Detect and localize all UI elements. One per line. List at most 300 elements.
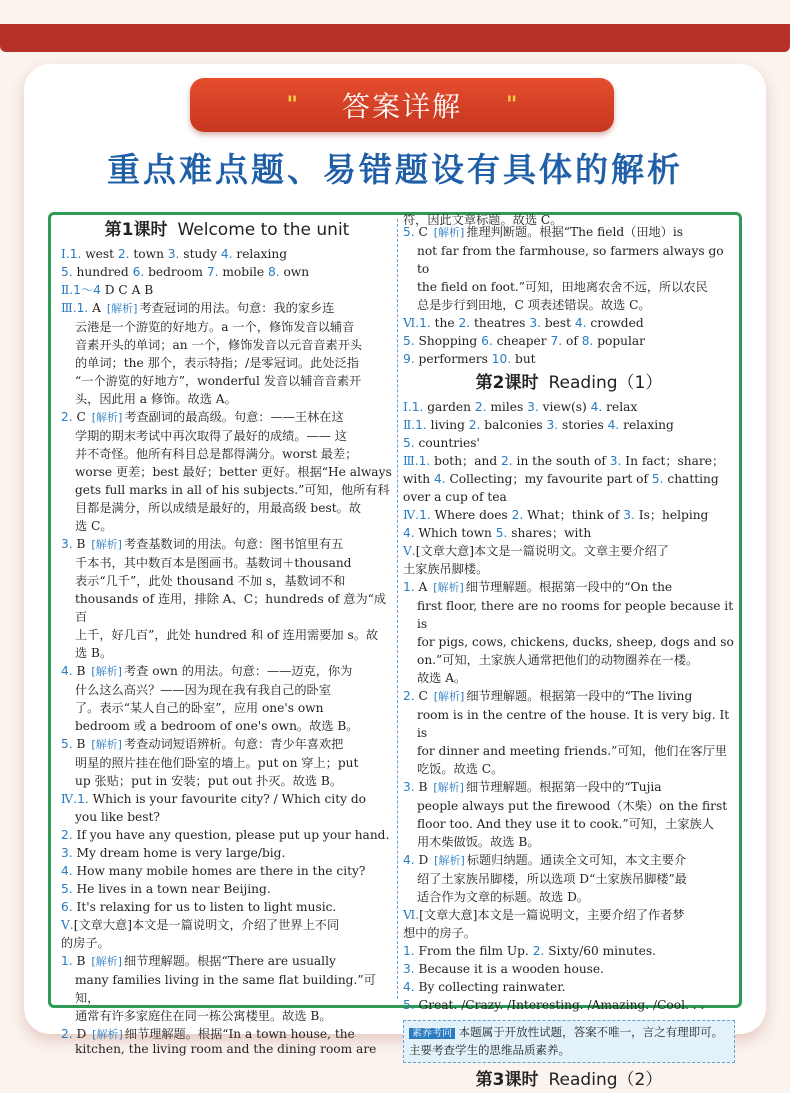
answer-text: [文章大意]本文是一篇说明文，主要介绍了作者梦: [419, 908, 685, 922]
answer-line: [403, 242, 735, 278]
item-number: 2.: [468, 418, 481, 432]
answer-text: 考查副词的最高级。句意：——王林在这: [124, 410, 344, 424]
answer-text: 细节理解题。根据“There are usually: [123, 954, 336, 968]
item-number: Ⅳ.: [403, 508, 420, 522]
answer-text: 头，因此用 a 修饰。故选 A。: [75, 392, 237, 406]
answer-text: countries': [414, 436, 480, 450]
answer-line: [61, 934, 393, 952]
answer-text: the: [430, 316, 459, 330]
item-number: 1.: [419, 316, 431, 330]
answer-line: [403, 524, 735, 542]
answer-text: 通常有许多家庭住在同一栋公寓楼里。故选 B。: [75, 1009, 332, 1023]
item-number: Ⅲ.: [403, 454, 419, 468]
answer-line: [403, 560, 735, 578]
literacy-note-box: [403, 1020, 735, 1063]
item-number: 5.: [651, 472, 664, 486]
answer-line: [61, 916, 393, 934]
answer-line: [403, 706, 735, 742]
item-number: Ⅴ.: [403, 544, 416, 558]
answer-text: 细节理解题。根据“In a town house, the: [124, 1027, 355, 1041]
answer-text: My dream home is very large/big.: [72, 846, 286, 860]
answer-line: [403, 760, 735, 778]
answer-line: [61, 644, 393, 662]
answer-text: Which town: [414, 526, 496, 540]
answer-text: Sixty/60 minutes.: [544, 944, 656, 958]
answer-line: [61, 1007, 393, 1025]
answer-text: [文章大意]本文是一篇说明文，介绍了世界上不同: [73, 918, 340, 932]
right-column: [403, 213, 735, 1090]
item-number: 7.: [206, 265, 219, 279]
item-number: 1.: [418, 454, 431, 468]
answer-text: living: [426, 418, 469, 432]
analysis-tag: [解析]: [433, 690, 465, 703]
answer-text: What；think of: [523, 508, 624, 522]
item-number: 3.: [167, 247, 180, 261]
answer-text: 细节理解题。根据第一段中的“Tujia: [465, 780, 662, 794]
answer-text: [文章大意]本文是一篇说明文。文章主要介绍了: [415, 544, 669, 558]
lesson-1-subtitle: Welcome to the unit: [177, 220, 350, 240]
item-number: 3.: [623, 508, 635, 522]
item-number: 3.: [403, 780, 415, 794]
answer-line: [403, 996, 735, 1014]
item-number: 1.: [415, 418, 427, 432]
answer-line: [61, 971, 393, 1007]
lesson-2-title: 第2课时: [475, 373, 539, 393]
item-number: Ⅴ.: [61, 918, 74, 932]
item-number: 1～4: [73, 283, 101, 297]
answer-text: 的房子。: [61, 936, 110, 950]
answer-text: 学期的期末考试中再次取得了最好的成绩。—— 这: [75, 429, 347, 443]
right-answer-lines-a: [403, 223, 735, 368]
answer-text: gets full marks in all of his subjects.”可知，他所有科: [75, 483, 390, 497]
answer-line: [61, 808, 393, 826]
answer-text: for pigs, cows, chickens, ducks, sheep, dogs and so: [417, 635, 734, 649]
analysis-tag: [解析]: [91, 738, 122, 751]
item-number: 8.: [267, 265, 280, 279]
answer-line: [403, 797, 735, 815]
answer-text: A: [88, 301, 105, 315]
item-number: Ⅲ.: [61, 301, 77, 315]
left-column: [61, 215, 393, 1056]
answer-line: [61, 372, 393, 390]
answer-text: first floor, there are no rooms for people because it is: [417, 599, 734, 631]
answer-text: It's relaxing for us to listen to light music.: [72, 900, 337, 914]
answer-line: [61, 408, 393, 427]
answer-line: [61, 662, 393, 681]
answer-text: If you have any question, please put up your hand.: [72, 828, 390, 842]
answer-line: [61, 772, 393, 790]
answer-line: [403, 542, 735, 560]
answer-text: Where does: [430, 508, 512, 522]
answer-line: [403, 778, 735, 797]
answer-text: worse 更差；best 最好；better 更好。根据“He always: [75, 465, 392, 479]
item-number: 3.: [529, 316, 541, 330]
item-number: 3.: [609, 454, 622, 468]
analysis-tag: [解析]: [433, 581, 464, 594]
note-text: 本题属于开放性试题，答案不唯一，言之有理即可。主要考查学生的思维品质素养。: [409, 1025, 724, 1057]
answer-text: miles: [486, 400, 528, 414]
quote-mark-left: ": [286, 92, 298, 118]
answer-text: 总是步行到田地，C 项表述错误。故选 C。: [417, 298, 651, 312]
answer-line: [403, 815, 735, 833]
answer-line: [61, 735, 393, 754]
answer-line: [403, 296, 735, 314]
answer-text: Collecting；my favourite part of: [445, 472, 652, 486]
item-number: 9.: [403, 352, 415, 366]
answer-text: over a cup of tea: [403, 490, 507, 504]
answer-text: 的单词；the 那个，表示特指；/是零冠词。此处泛指: [75, 356, 359, 370]
analysis-tag: [解析]: [91, 411, 123, 424]
answer-text: C: [414, 689, 432, 703]
answer-line: [61, 681, 393, 699]
item-number: 5.: [403, 334, 415, 348]
item-number: 4.: [590, 400, 603, 414]
answer-text: Great. /Crazy. /Interesting. /Amazing. /Cool. . .: [414, 998, 705, 1012]
column-divider: [397, 219, 398, 999]
answer-text: for dinner and meeting friends.”可知，他们在客厅里: [417, 744, 728, 758]
answer-line: [61, 952, 393, 971]
answer-line: [61, 281, 393, 299]
answer-text: By collecting rainwater.: [414, 980, 566, 994]
analysis-tag: [解析]: [91, 538, 122, 551]
answer-line: [61, 499, 393, 517]
item-number: 4.: [220, 247, 233, 261]
item-number: 1.: [419, 508, 431, 522]
answer-text: in the south of: [512, 454, 610, 468]
answer-text: theatres: [470, 316, 530, 330]
item-number: 4.: [61, 664, 73, 678]
item-number: 5.: [403, 998, 415, 1012]
answer-line: [61, 754, 393, 772]
answer-text: floor too. And they use it to cook.”可知，土家族人: [417, 817, 714, 831]
item-number: 1.: [69, 247, 82, 261]
item-number: 4.: [61, 864, 73, 878]
answer-text: bedroom 或 a bedroom of one's own。故选 B。: [75, 719, 359, 733]
analysis-tag: [解析]: [433, 781, 464, 794]
answer-text: C: [72, 410, 90, 424]
item-number: 1.: [411, 400, 424, 414]
item-number: 1.: [403, 580, 415, 594]
answer-text: 土家族吊脚楼。: [403, 562, 489, 576]
item-number: 2.: [458, 316, 471, 330]
section-title-pill: [190, 78, 614, 132]
answer-text: relaxing: [619, 418, 674, 432]
answer-text: 考查冠词的用法。句意：我的家乡连: [139, 301, 335, 315]
answer-text: 用木柴做饭。故选 B。: [417, 835, 540, 849]
answer-text: bedroom: [144, 265, 207, 279]
answer-text: B: [72, 737, 90, 751]
answer-sheet-frame: [48, 212, 742, 1090]
answer-text: west: [81, 247, 118, 261]
answer-line: [403, 314, 735, 332]
answer-text: B: [72, 954, 90, 968]
lesson-3-subtitle: Reading（2）: [548, 1070, 663, 1090]
item-number: 3.: [403, 962, 415, 976]
item-number: 2.: [117, 247, 130, 261]
answer-text: popular: [593, 334, 646, 348]
item-number: Ⅱ.: [61, 283, 74, 297]
answer-line: [61, 336, 393, 354]
answer-text: garden: [423, 400, 475, 414]
answer-text: D: [414, 853, 433, 867]
answer-text: stories: [558, 418, 608, 432]
lesson-3-title: 第3课时: [475, 1070, 539, 1090]
answer-line: [403, 398, 735, 416]
answer-line: [403, 488, 735, 506]
item-number: 3.: [61, 846, 73, 860]
answer-text: not far from the farmhouse, so farmers always go to: [417, 244, 724, 276]
answer-line: [403, 833, 735, 851]
item-number: 2.: [501, 454, 513, 468]
answer-text: 故选 A。: [417, 671, 467, 685]
answer-text: relax: [602, 400, 638, 414]
item-number: 5.: [61, 737, 73, 751]
answer-line: [61, 790, 393, 808]
item-number: 4.: [433, 472, 446, 486]
answer-text: best: [540, 316, 575, 330]
answer-line: [61, 263, 393, 281]
answer-line: [61, 626, 393, 644]
answer-line: [403, 434, 735, 452]
answer-text: 了。表示“某人自己的卧室”，应用 one's own: [75, 701, 324, 715]
item-number: 2.: [511, 508, 524, 522]
answer-line: [403, 888, 735, 906]
answer-text: own: [279, 265, 310, 279]
answer-text: 目都是满分，所以成绩是最好的，用最高级 best。故: [75, 501, 361, 515]
answer-text: balconies: [480, 418, 547, 432]
answer-text: 考查动词短语辨析。句意：青少年喜欢把: [123, 737, 344, 751]
answer-line: [61, 390, 393, 408]
left-answer-lines: [61, 245, 393, 1056]
answer-line: [403, 578, 735, 597]
answer-line: [403, 687, 735, 706]
top-banner-bar: [0, 24, 790, 52]
answer-line: [403, 942, 735, 960]
answer-text: 上千，好几百”，此处 hundred 和 of 连用需要加 s。故: [75, 628, 379, 642]
item-number: 4.: [403, 853, 415, 867]
answer-text: 选 B。: [75, 646, 113, 660]
item-number: 6.: [481, 334, 493, 348]
answer-text: mobile: [218, 265, 268, 279]
item-number: 3.: [546, 418, 559, 432]
item-number: 1.: [77, 792, 89, 806]
answer-text: 什么这么高兴？——因为现在我有我自己的卧室: [75, 683, 331, 697]
item-number: 3.: [61, 537, 73, 551]
item-number: 5.: [61, 265, 73, 279]
answer-text: view(s): [538, 400, 591, 414]
answer-line: [403, 350, 735, 368]
answer-text: 考查基数词的用法。句意：图书馆里有五: [123, 537, 344, 551]
answer-text: 适合作为文章的标题。故选 D。: [417, 890, 590, 904]
answer-text: shares；with: [507, 526, 592, 540]
answer-text: He lives in a town near Beijing.: [72, 882, 271, 896]
answer-line: [403, 960, 735, 978]
answer-line: [403, 470, 735, 488]
answer-line: [61, 427, 393, 445]
answer-text: 考查 own 的用法。句意：——迈克，你为: [123, 664, 353, 678]
item-number: 2.: [403, 689, 415, 703]
analysis-tag: [解析]: [91, 665, 122, 678]
lesson-2-heading: [403, 370, 735, 396]
item-number: 2.: [61, 828, 73, 842]
answer-text: of: [562, 334, 582, 348]
item-number: 2.: [61, 1027, 73, 1041]
item-number: Ⅰ.: [61, 247, 70, 261]
answer-text: the field on foot.”可知，田地离农舍不远，所以农民: [417, 280, 708, 294]
answer-text: many families living in the same flat building.”可知，: [75, 973, 376, 1005]
answer-text: 云港是一个游览的好地方。a 一个，修饰发音以辅音: [75, 320, 355, 334]
item-number: Ⅵ.: [403, 316, 420, 330]
answer-text: kitchen, the living room and the dining room are: [75, 1042, 377, 1056]
item-number: 1.: [76, 301, 89, 315]
answer-text: hundred: [72, 265, 133, 279]
analysis-tag: [解析]: [434, 854, 465, 867]
item-number: 5.: [61, 882, 73, 896]
lesson-3-heading: [403, 1067, 735, 1093]
item-number: 4.: [607, 418, 620, 432]
answer-line: [61, 590, 393, 626]
item-number: Ⅳ.: [61, 792, 78, 806]
answer-text: Shopping: [414, 334, 482, 348]
answer-text: B: [414, 780, 432, 794]
answer-text: From the film Up.: [414, 944, 533, 958]
answer-text: town: [129, 247, 168, 261]
item-number: 3.: [527, 400, 539, 414]
analysis-tag: [解析]: [433, 226, 465, 239]
answer-line: [61, 463, 393, 481]
lesson-1-title: 第1课时: [104, 220, 168, 240]
answer-text: 细节理解题。根据第一段中的“On the: [465, 580, 673, 594]
answer-text: A: [414, 580, 432, 594]
answer-text: you like best?: [75, 810, 160, 824]
answer-line: [61, 535, 393, 554]
lesson-2-subtitle: Reading（1）: [548, 373, 663, 393]
note-label: 素养考向: [409, 1028, 455, 1039]
item-number: 7.: [550, 334, 563, 348]
item-number: 5.: [403, 436, 415, 450]
answer-text: 绍了土家族吊脚楼，所以选项 D“土家族吊脚楼”最: [417, 872, 687, 886]
answer-line: [61, 517, 393, 535]
answer-line: [403, 870, 735, 888]
analysis-tag: [解析]: [91, 955, 122, 968]
item-number: 4.: [574, 316, 587, 330]
answer-text: on.”可知，土家族人通常把他们的动物圈养在一楼。: [417, 653, 699, 667]
answer-line: [61, 880, 393, 898]
answer-line: [403, 223, 735, 242]
answer-text: study: [179, 247, 221, 261]
analysis-tag: [解析]: [106, 302, 138, 315]
answer-line: [403, 924, 735, 942]
answer-text: chatting: [663, 472, 719, 486]
item-number: 4.: [403, 526, 415, 540]
answer-line: [403, 669, 735, 687]
answer-text: but: [511, 352, 536, 366]
answer-text: 想中的房子。: [403, 926, 477, 940]
answer-line: [403, 651, 735, 669]
quote-mark-right: ": [506, 92, 518, 118]
answer-line: [61, 354, 393, 372]
item-number: 1.: [403, 944, 415, 958]
item-number: 5.: [403, 225, 415, 239]
answer-text: both；and: [430, 454, 502, 468]
item-number: 1.: [61, 954, 73, 968]
answer-text: 标题归纳题。通读全文可知，本文主要介: [466, 853, 687, 867]
answer-text: Because it is a wooden house.: [414, 962, 605, 976]
answer-text: crowded: [586, 316, 644, 330]
answer-line: [403, 742, 735, 760]
answer-text: with: [403, 472, 434, 486]
answer-text: 吃饭。故选 C。: [417, 762, 504, 776]
item-number: 2.: [532, 944, 545, 958]
answer-line: [61, 844, 393, 862]
item-number: 10.: [491, 352, 512, 366]
answer-text: up 张贴；put in 安装；put out 扑灭。故选 B。: [75, 774, 343, 788]
answer-line: [403, 332, 735, 350]
answer-line: [403, 452, 735, 470]
answer-line: [61, 699, 393, 717]
answer-text: people always put the firewood（木柴）on the first: [417, 799, 728, 813]
item-number: 8.: [581, 334, 594, 348]
answer-line: [61, 1040, 393, 1056]
item-number: 5.: [495, 526, 508, 540]
answer-line: [61, 318, 393, 336]
answer-text: 推理判断题。根据“The field（田地）is: [466, 225, 684, 239]
answer-text: 选 C。: [75, 519, 113, 533]
answer-text: How many mobile homes are there in the city?: [72, 864, 366, 878]
answer-line: [403, 851, 735, 870]
answer-line: [61, 245, 393, 263]
answer-text: relaxing: [232, 247, 288, 261]
answer-line: [61, 299, 393, 318]
answer-line: [403, 597, 735, 633]
item-number: Ⅵ.: [403, 908, 420, 922]
answer-text: room is in the centre of the house. It is very big. It is: [417, 708, 730, 740]
answer-text: 千本书，其中数百本是图画书。基数词＋thousand: [75, 556, 352, 570]
answer-line: [61, 554, 393, 572]
cut-off-line: 符，因此文章标题。故选 C。: [403, 213, 563, 227]
item-number: 2.: [61, 410, 73, 424]
answer-text: D C A B: [100, 283, 154, 297]
answer-text: 明星的照片挂在他们卧室的墙上。put on 穿上；put: [75, 756, 359, 770]
answer-line: [61, 898, 393, 916]
answer-line: [61, 862, 393, 880]
answer-text: C: [414, 225, 432, 239]
answer-text: In fact；share；: [621, 454, 725, 468]
answer-line: [403, 416, 735, 434]
lesson-1-heading: [61, 217, 393, 243]
item-number: 6.: [132, 265, 145, 279]
item-number: 6.: [61, 900, 73, 914]
answer-line: [61, 445, 393, 463]
answer-text: thousands of 连用，排除 A、C；hundreds of 意为“成百: [75, 592, 387, 624]
answer-text: 细节理解题。根据第一段中的“The living: [466, 689, 693, 703]
section-title: 答案详解: [341, 90, 462, 123]
analysis-tag: [解析]: [92, 1028, 123, 1041]
answer-text: B: [72, 537, 90, 551]
item-number: 4.: [403, 980, 415, 994]
answer-text: 表示“几千”，此处 thousand 不加 s，基数词不和: [75, 574, 346, 588]
answer-line: [403, 906, 735, 924]
answer-line: [403, 633, 735, 651]
right-answer-lines-b: [403, 398, 735, 1014]
answer-text: D: [72, 1027, 91, 1041]
answer-text: Is；helping: [634, 508, 709, 522]
answer-line: [61, 826, 393, 844]
answer-line: [403, 978, 735, 996]
answer-text: cheaper: [492, 334, 551, 348]
item-number: Ⅰ.: [403, 400, 412, 414]
answer-text: “一个游览的好地方”，wonderful 发音以辅音音素开: [75, 374, 362, 388]
